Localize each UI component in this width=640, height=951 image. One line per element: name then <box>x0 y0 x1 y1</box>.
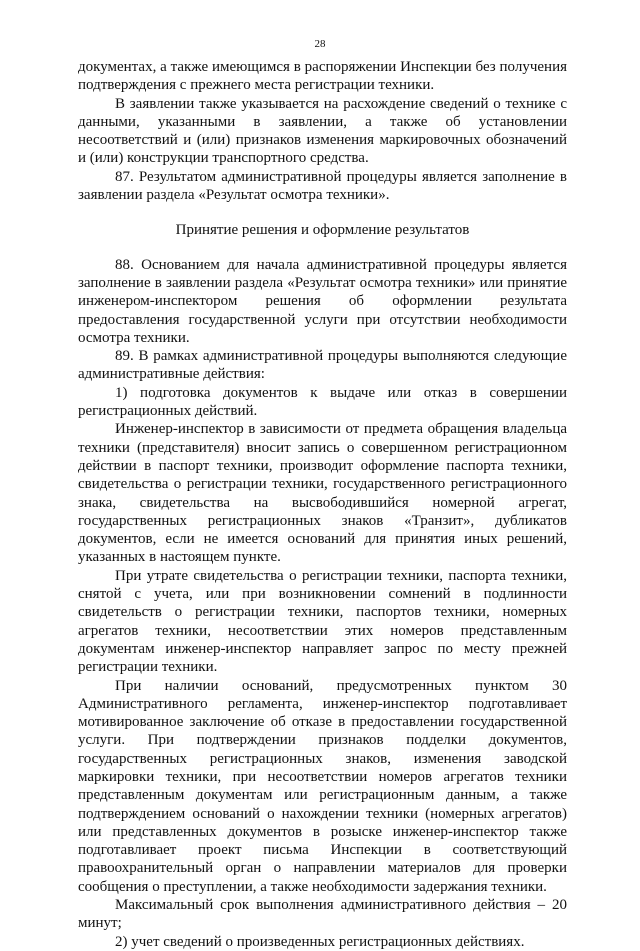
paragraph: При утрате свидетельства о регистрации техники, паспорта техники, снятой с учета, или при возникновении сомнений в подлинности свидетельств о регистрации техники, паспортов техники, номерных агрегатов техники, несоответствии этих номеров представленным документам инженер-инспектор направляет запрос по месту прежней регистрации техники. <box>78 567 567 676</box>
paragraph: При наличии оснований, предусмотренных пунктом 30 Административного регламента, инженер-инспектор подготавливает мотивированное заключение об отказе в предоставлении государственной услуги. При подтверждении признаков подделки документов, государственных регистрационных знаков, изменения заводской маркировки техники, при несоответствии номеров агрегатов техники представленным документам или регистрационным данным, а также подтверждением оснований о нахождении техники (номерных агрегатов) или представленных документов в розыске инженер-инспектор также подготавливает проект письма Инспекции в соответствующий правоохранительный орган о направлении материалов для проверки сообщения о преступлении, а также необходимости задержания техники. <box>78 677 567 895</box>
paragraph: Максимальный срок выполнения административного действия – 20 минут; <box>78 897 567 932</box>
document-body <box>78 58 567 951</box>
paragraph: 87. Результатом административной процедуры является заполнение в заявлении раздела «Результат осмотра техники». <box>78 168 567 204</box>
paragraph: 88. Основанием для начала административной процедуры является заполнение в заявлении раздела «Результат осмотра техники» или принятие инженером-инспектором решения об оформлении результата предоставления государственной услуги при отсутствии необходимости осмотра техники. <box>78 256 567 346</box>
section-after-heading <box>78 256 567 951</box>
paragraph: Инженер-инспектор в зависимости от предмета обращения владельца техники (представителя) вносит запись о совершенном регистрационном действии в паспорт техники, производит оформление паспорта техники, свидетельства о регистрации техники, государственного регистрационного знака, свидетельства на высвободившийся номерной агрегат, государственных регистрационных знаков «Транзит», дубликатов документов, если не имеется оснований для принятия иных решений, указанных в настоящем пункте. <box>78 421 567 566</box>
paragraph: 1) подготовка документов к выдаче или отказ в совершении регистрационных действий. <box>78 384 567 420</box>
section-before-heading <box>78 58 567 204</box>
section-heading: Принятие решения и оформление результатов <box>175 222 470 239</box>
paragraph: В заявлении также указывается на расхождение сведений о технике с данными, указанными в заявлении, а также об установлении несоответствий и (или) признаков изменения маркировочных обозначений и (или) конструкции транспортного средства. <box>78 95 567 167</box>
paragraph: документах, а также имеющимся в распоряжении Инспекции без получения подтверждения с прежнего места регистрации техники. <box>78 59 567 94</box>
page-number: 28 <box>314 38 326 50</box>
paragraph: 89. В рамках административной процедуры выполняются следующие административные действия: <box>78 348 567 383</box>
paragraph: 2) учет сведений о произведенных регистрационных действиях. <box>115 933 525 950</box>
